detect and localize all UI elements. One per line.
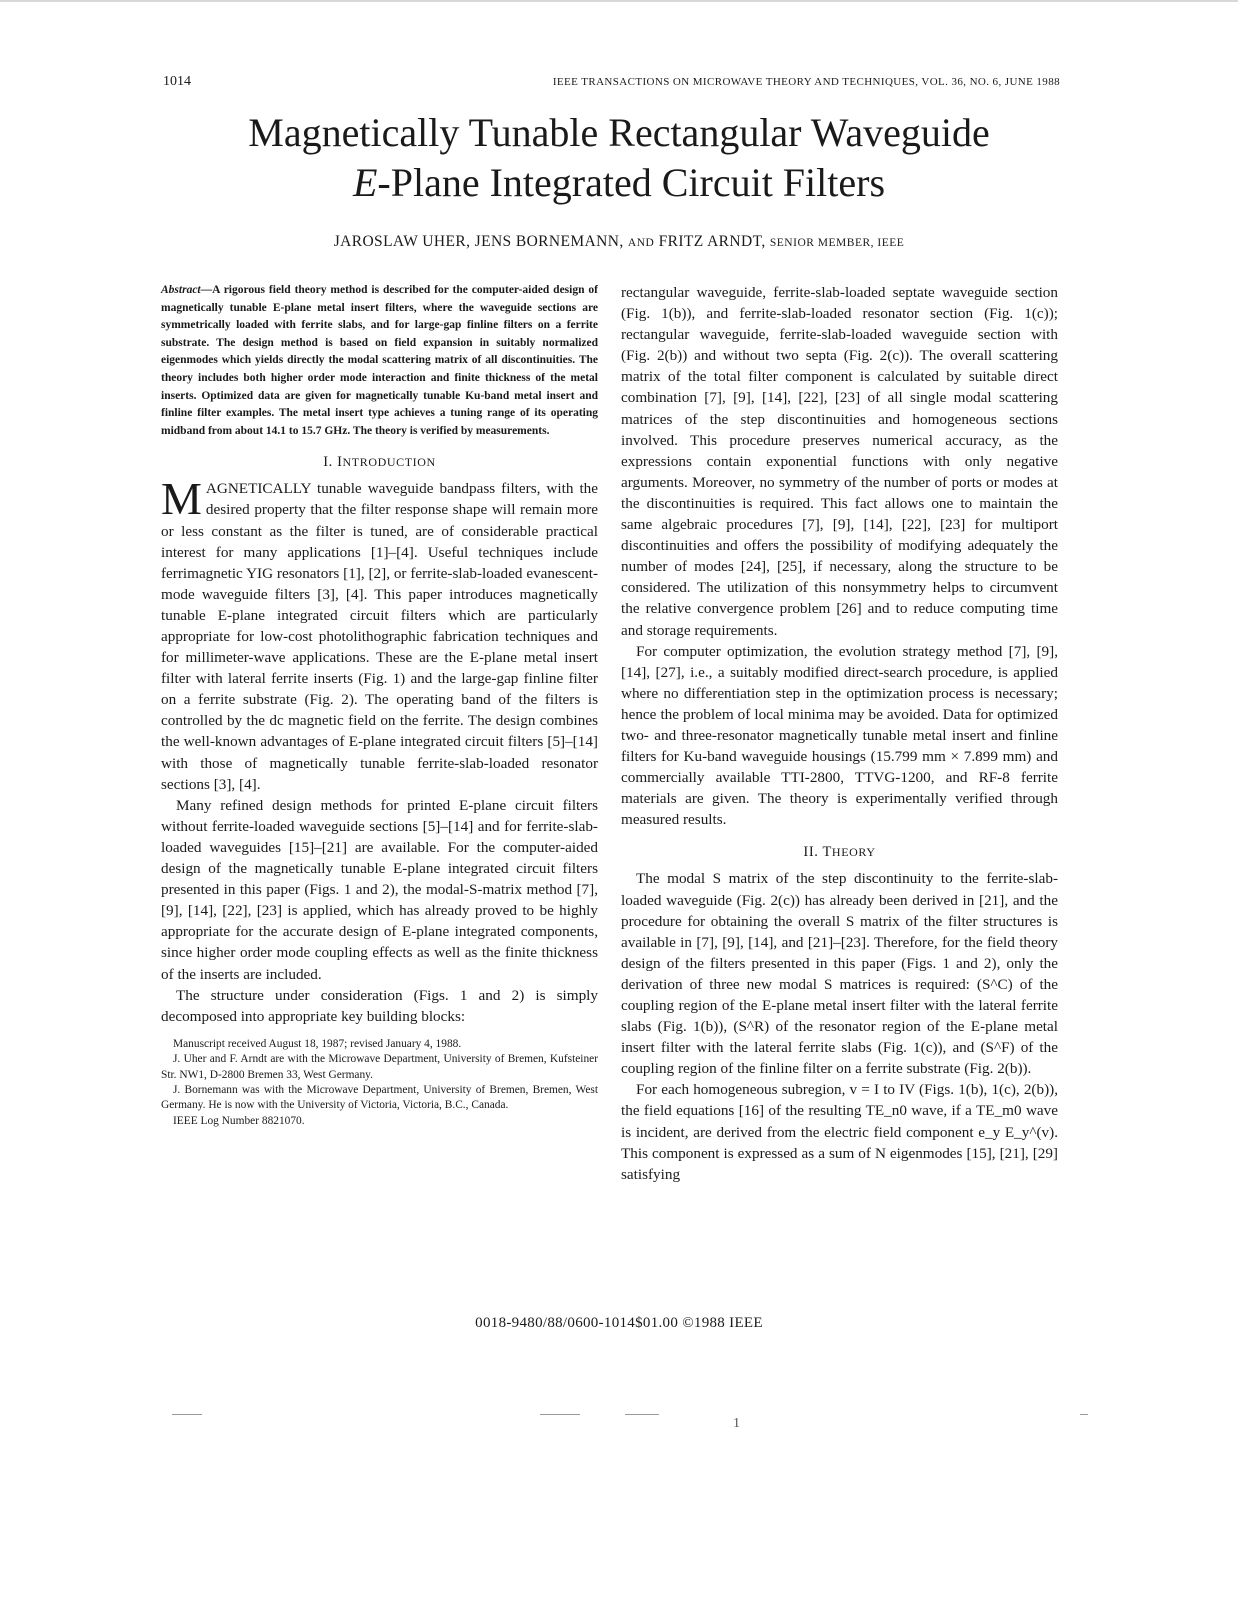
right-column [621,282,1058,1185]
section-first-letter: T [822,844,832,861]
scan-top-edge [0,0,1238,2]
scan-artifacts [0,1414,1238,1422]
scan-mark [625,1414,659,1415]
right-paragraph-2: For computer optimization, the evolution strategy method [7], [9], [14], [27], i.e., a suitably modified direct-search procedure, is applied where no differentiation step in the optimization process is necessary; hence the problem of local minima may be avoided. Data for optimized two- and three-resonator magnetically tunable metal insert and finline filters for Ku-band waveguide housings (15.799 mm × 7.899 mm) and commercially available TTI-2800, TTVG-1200, and RF-8 ferrite materials are given. The theory is experimentally verified through measured results. [621,642,1058,829]
right-paragraph-1: rectangular waveguide, ferrite-slab-loaded septate waveguide section (Fig. 1(b)), and ferrite-slab-loaded resonator section (Fig. 1(c)); rectangular waveguide, ferrite-slab-loaded waveguide section with (Fig. 2(b)) and without two septa (Fig. 2(c)). The overall scattering matrix of the total filter component is calculated by suitable direct combination [7], [9], [14], [22], [23] of all single modal scattering matrices of the step discontinuities and homogeneous sections involved. This procedure preserves numerical accuracy, as the expressions contain exponential functions with only negative arguments. Moreover, no symmetry of the number of ports or modes at the discontinuities is required. This fact allows one to maintain the same algebraic procedures [7], [9], [14], [22], [23] for multiport discontinuities and offers the possibility of modifying adequately the number of modes [24], [25], if necessary, along the structure to be considered. The utilization of this nonsymmetry helps to circumvent the relative convergence problem [26] and to reduce computing time and storage requirements. [621,284,1058,639]
section-heading-introduction [161,452,598,472]
scan-mark [540,1414,580,1415]
footnote-affiliation-2: J. Bornemann was with the Microwave Department, University of Bremen, Bremen, West Germany. He is now with the University of Victoria, Victoria, B.C., Canada. [161,1084,598,1112]
intro-paragraph-1-text: AGNETICALLY tunable waveguide bandpass filters, with the desired property that the filter response shape will remain more or less constant as the filter is tuned, are of considerable practical interest for many applications [1]–[4]. Useful techniques include ferrimagnetic YIG resonators [1], [2], or ferrite-slab-loaded evanescent-mode waveguide filters [3], [4]. This paper introduces magnetically tunable E-plane integrated circuit filters which are particularly appropriate for low-cost photolithographic fabrication techniques and for millimeter-wave applications. These are the E-plane metal insert filter with lateral ferrite inserts (Fig. 1) and the large-gap finline filter on a ferrite substrate (Fig. 2). The operating band of the filters is controlled by the dc magnetic field on the ferrite. The design combines the well-known advantages of E-plane integrated circuit filters [5]–[14] with those of magnetically tunable ferrite-slab-loaded resonator sections [3], [4]. [161,480,598,793]
left-column [161,282,598,1129]
drop-cap: M [161,473,202,525]
section-numeral: II. [803,844,819,861]
section-heading-theory [621,842,1058,862]
theory-paragraph-2: For each homogeneous subregion, v = I to IV (Figs. 1(b), 1(c), 2(b)), the field equations [16] of the resulting TE_n0 wave, if a TE_m0 wave is incident, are derived from the electric field component e_y E_y^(v). This component is expressed as a sum of N eigenmodes [15], [21], [29] satisfying [621,1081,1058,1183]
title-e-italic: E [352,160,378,205]
author-names: JAROSLAW UHER, JENS BORNEMANN, [333,233,624,250]
footnote-received: Manuscript received August 18, 1987; revised January 4, 1988. [173,1037,462,1050]
scan-mark [172,1414,202,1415]
section-rest: NTRODUCTION [342,455,436,470]
title-line-1: Magnetically Tunable Rectangular Waveguide [248,110,990,155]
footnote-affiliation-1: J. Uher and F. Arndt are with the Microwave Department, University of Bremen, Kufsteiner Str. NW1, D-2800 Bremen 33, West Germany. [161,1053,598,1081]
author-last: FRITZ ARNDT, [658,233,766,250]
theory-paragraph-1: The modal S matrix of the step discontinuity to the ferrite-slab-loaded waveguide (Fig. 2(c)) has already been derived in [21], and the procedure for obtaining the overall S matrix of the filter structures is available in [7], [9], [14], and [21]–[23]. Therefore, for the field theory design of the filters presented in this paper (Figs. 1 and 2), only the derivation of three new modal S matrices is required: (S^C) of the coupling region of the E-plane metal insert filter with the lateral ferrite slabs (Fig. 1(b)), (S^R) of the resonator region of the E-plane metal insert filter with the lateral ferrite slabs (Fig. 1(c)), and (S^F) of the coupling region of the finline filter on a ferrite substrate (Fig. 2(b)). [621,870,1058,1078]
paper-title [150,108,1088,208]
title-line-2 [150,158,1088,208]
section-rest: HEORY [831,845,876,860]
intro-paragraph-3: The structure under consideration (Figs. 1 and 2) is simply decomposed into appropriate key building blocks: [161,986,598,1025]
abstract [161,282,598,440]
abstract-text: —A rigorous field theory method is described for the computer-aided design of magnetically tunable E-plane metal insert filters, where the waveguide sections are symmetrically loaded with ferrite slabs, and for large-gap finline filters on a ferrite substrate. The design method is based on field expansion in suitably normalized eigenmodes which yields directly the modal scattering matrix of all discontinuities. The theory includes both higher order mode interaction and finite thickness of the metal inserts. Optimized data are given for magnetically tunable Ku-band metal insert and finline filter examples. The metal insert type achieves a tuning range of its operating midband from about 14.1 to 15.7 GHz. The theory is verified by measurements. [161,284,598,437]
journal-header: IEEE TRANSACTIONS ON MICROWAVE THEORY AND TECHNIQUES, VOL. 36, NO. 6, JUNE 1988 [552,76,1060,88]
scan-glyph: 1 [733,1416,740,1431]
author-and: AND [627,237,655,249]
intro-paragraph-2: Many refined design methods for printed E-plane circuit filters without ferrite-loaded waveguide sections [5]–[14] and for ferrite-slab-loaded waveguides [15]–[21] are available. For the computer-aided design of the magnetically tunable E-plane integrated circuit filters presented in this paper (Figs. 1 and 2), the modal-S-matrix method [7], [9], [14], [22], [23] is applied, which has already proved to be highly appropriate for the accurate design of E-plane integrated components, since higher order mode coupling effects as well as the finite thickness of the inserts are included. [161,796,598,983]
footnote-log-number: IEEE Log Number 8821070. [173,1114,305,1127]
author-title: SENIOR MEMBER, IEEE [769,237,905,249]
title-line-2-rest: -Plane Integrated Circuit Filters [377,160,886,205]
running-head [163,74,1060,94]
author-line [150,233,1088,251]
section-numeral: I. [323,454,333,471]
section-first-letter: I [337,454,343,471]
intro-paragraph-1 [161,473,598,794]
scan-mark [1080,1414,1088,1415]
footnotes [161,1037,598,1129]
page-number: 1014 [163,74,191,89]
copyright-line: 0018-9480/88/0600-1014$01.00 ©1988 IEEE [475,1315,763,1331]
abstract-label: Abstract [161,284,201,296]
